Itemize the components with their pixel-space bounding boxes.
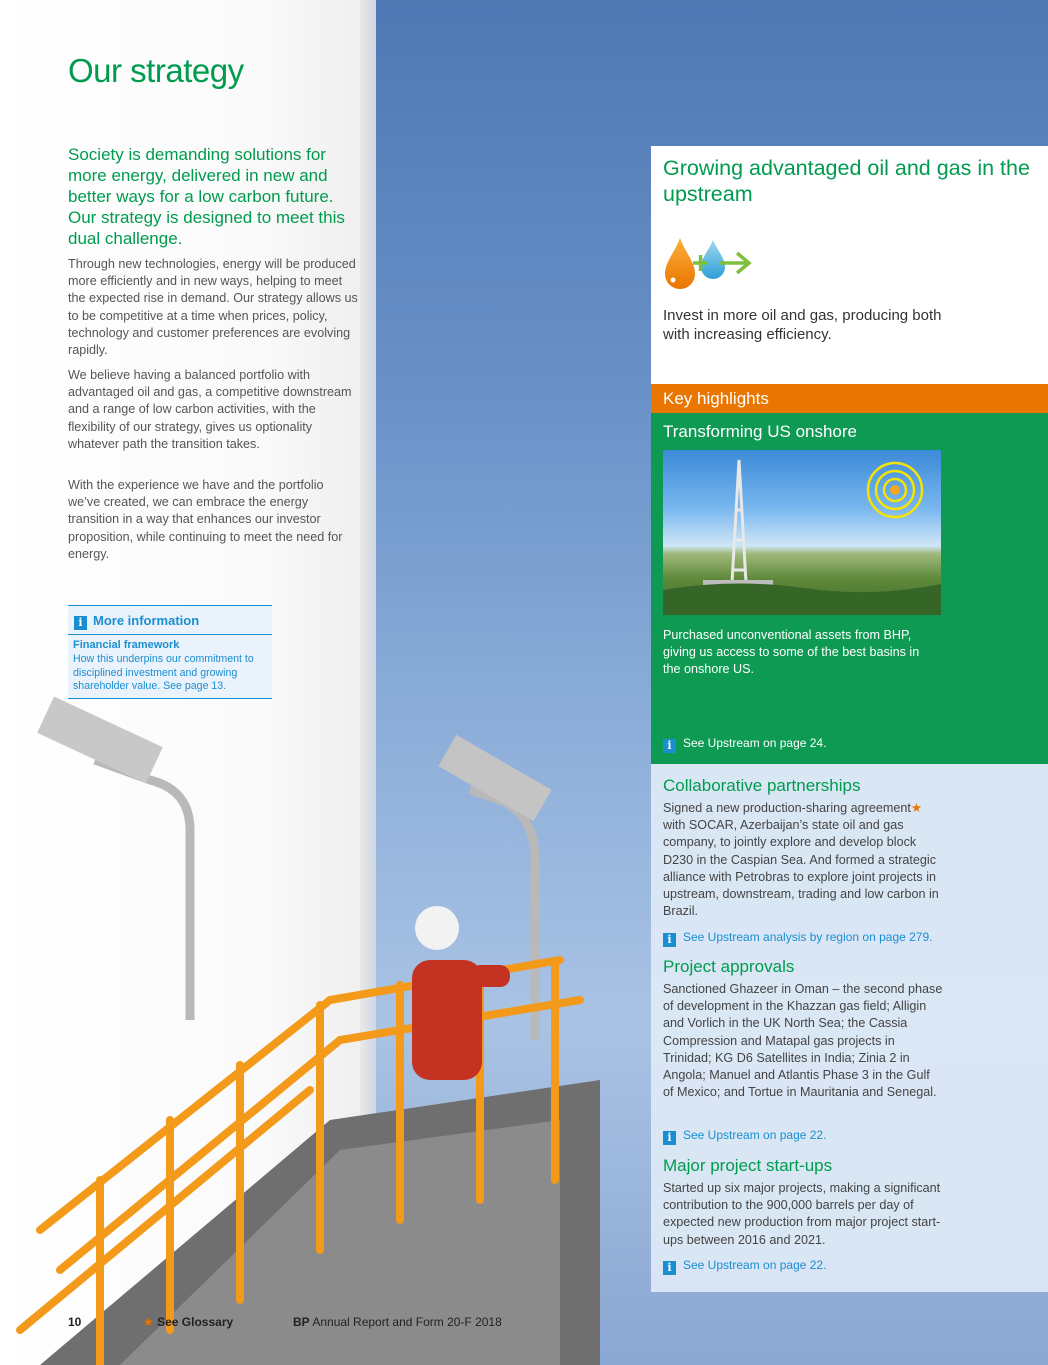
us-onshore-heading: Transforming US onshore xyxy=(663,422,858,441)
collaborative-partnerships-heading: Collaborative partnerships xyxy=(663,776,861,795)
page-number: 10 xyxy=(68,1315,82,1329)
key-highlights-label: Key highlights xyxy=(663,389,769,408)
drilling-rig-illustration xyxy=(663,450,941,615)
us-onshore-text: Purchased unconventional assets from BHP, giving us access to some of the best basins in the onshore US. xyxy=(663,628,920,677)
partnerships-reference[interactable] xyxy=(663,930,933,947)
partnerships-text-rest: with SOCAR, Azerbaijan’s state oil and gas company, to jointly explore and develop block D230 in the Caspian Sea. And formed a strategic alliance with Petrobras to explore joint projects in upstream, downstream, trading and low carbon in Brazil. xyxy=(663,818,939,919)
info-icon: i xyxy=(663,739,676,753)
us-onshore-reference-text: See Upstream on page 24. xyxy=(683,736,827,750)
project-approvals-text: Sanctioned Ghazeer in Oman – the second phase of development in the Khazzan gas field; Alligin and Vorlich in the UK North Sea; the Cassia Compression and Matapal gas projects in Trinidad; KG D6 Satellites in India; Zinia 2 in Angola; Manuel and Atlantis Phase 3 in the Gulf of Mexico; and Tortue in Mauritania and Senegal. xyxy=(663,982,943,1100)
more-information-box xyxy=(68,605,272,699)
body-paragraph-3: With the experience we have and the portfolio we’ve created, we can embrace the energy transition in a way that enhances our investor proposition, while continuing to meet the need for energy. xyxy=(68,478,343,561)
project-approvals-heading: Project approvals xyxy=(663,957,795,976)
project-approvals-reference[interactable] xyxy=(663,1128,826,1145)
info-icon: i xyxy=(663,933,676,947)
collaborative-partnerships-text xyxy=(663,800,943,920)
report-name xyxy=(293,1315,502,1329)
partnerships-reference-text: See Upstream analysis by region on page 279. xyxy=(683,930,933,944)
glossary-star-icon: ★ xyxy=(910,801,923,815)
us-onshore-reference[interactable] xyxy=(663,736,826,753)
body-paragraph-2: We believe having a balanced portfolio with advantaged oil and gas, a competitive downstream and a range of low carbon activities, with the flexibility of our strategy, gives us optionality whatever path the transition takes. xyxy=(68,368,352,451)
brand-name: BP xyxy=(293,1315,310,1329)
major-project-startups-reference[interactable] xyxy=(663,1258,826,1275)
glossary-star-icon: ★ xyxy=(143,1315,154,1329)
page-title: Our strategy xyxy=(68,52,244,89)
more-information-header xyxy=(74,613,199,630)
more-information-label: More information xyxy=(93,613,200,628)
info-icon: i xyxy=(663,1131,676,1145)
upstream-panel xyxy=(651,146,1048,384)
major-project-startups-reference-text: See Upstream on page 22. xyxy=(683,1258,827,1272)
project-approvals-reference-text: See Upstream on page 22. xyxy=(683,1128,827,1142)
financial-framework-link[interactable]: Financial framework xyxy=(73,639,180,651)
info-icon: i xyxy=(74,616,87,630)
panel-heading: Growing advantaged oil and gas in the upstream xyxy=(663,156,1030,206)
see-glossary-label: See Glossary xyxy=(157,1315,234,1329)
panel-lead-text: Invest in more oil and gas, producing both with increasing efficiency. xyxy=(663,307,942,343)
body-paragraph-1: Through new technologies, energy will be produced more efficiently and in new ways, helping to meet the expected rise in demand. Our strategy allows us to be competitive at a time when prices, policy, technology and customer preferences are evolving rapidly. xyxy=(68,257,358,358)
financial-framework-description: How this underpins our commitment to disciplined investment and growing shareholder value. See page 13. xyxy=(73,653,254,693)
us-onshore-panel xyxy=(651,413,1048,764)
major-project-startups-text: Started up six major projects, making a significant contribution to the 900,000 barrels per day of expected new production from major project start-ups between 2016 and 2021. xyxy=(663,1181,941,1247)
key-highlights-bar xyxy=(651,384,1048,413)
highlights-panel xyxy=(651,764,1048,1292)
see-glossary-link[interactable] xyxy=(143,1315,233,1329)
partnerships-text-start: Signed a new production-sharing agreement xyxy=(663,801,911,815)
divider xyxy=(68,634,272,635)
major-project-startups-heading: Major project start-ups xyxy=(663,1156,833,1175)
report-title: Annual Report and Form 20-F 2018 xyxy=(312,1315,502,1329)
intro-text: Society is demanding solutions for more energy, delivered in new and better ways for a low carbon future. Our strategy is designed to meet this dual challenge. xyxy=(68,145,345,248)
drilling-rig-photo xyxy=(663,450,941,615)
info-icon: i xyxy=(663,1261,676,1275)
oil-gas-drops-arrow-icon xyxy=(663,236,755,292)
